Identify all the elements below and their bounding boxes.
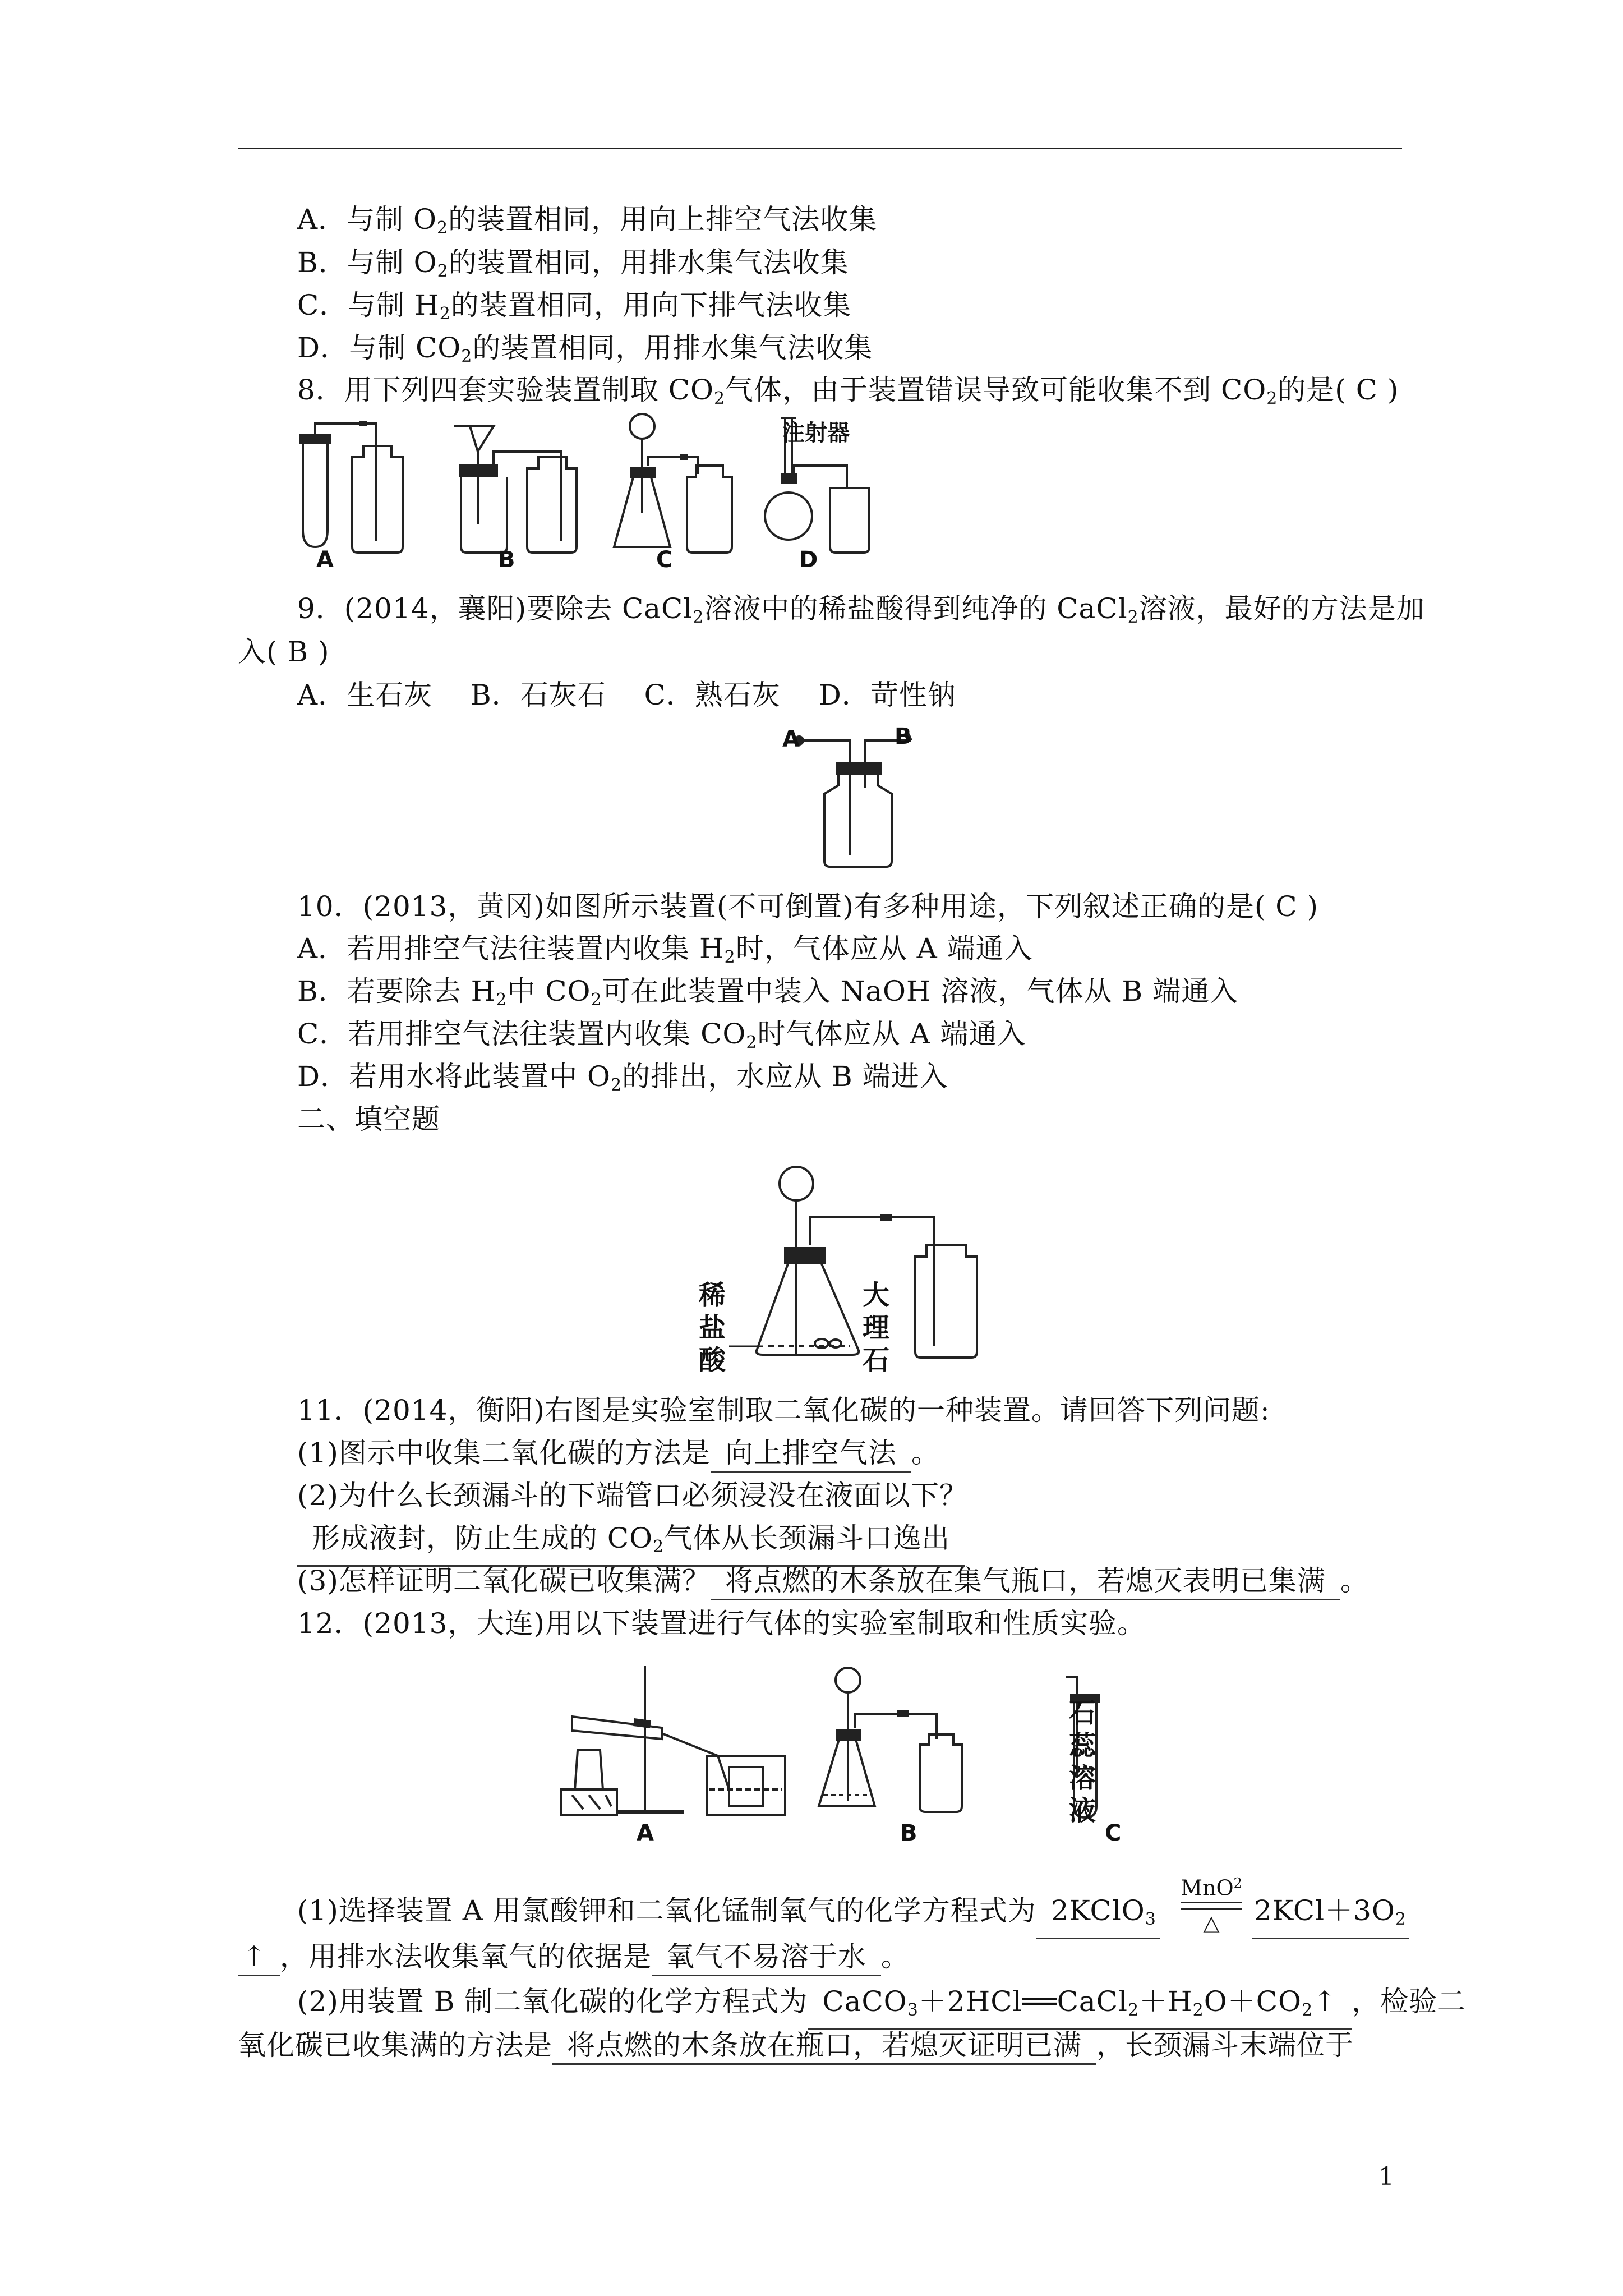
q11-part1: (1)图示中收集二氧化碳的方法是 向上排空气法 。 xyxy=(297,1432,940,1474)
page-number: 1 xyxy=(1378,2162,1394,2191)
q12-label-b: B xyxy=(900,1820,917,1846)
q12-stem: 12．(2013，大连)用以下装置进行气体的实验室制取和性质实验。 xyxy=(297,1607,1146,1640)
q8-label-d: D xyxy=(799,547,818,573)
q12-answer-3: 将点燃的木条放在瓶口，若熄灭证明已满 xyxy=(552,2027,1096,2065)
q8-label-b: B xyxy=(498,547,515,573)
q7-option-b: B．与制 $O_2$的装置相同，用排水集气法收集 xyxy=(297,246,849,281)
q8-syringe-text: 注射器 xyxy=(782,420,850,446)
q10-gas-bottle-figure xyxy=(782,724,928,869)
q12-apparatus-figure xyxy=(550,1655,1166,1846)
q9-stem-line2: 入( B ) xyxy=(238,636,330,668)
q10-option-c: C．若用排空气法往装置内收集 $CO_2$时气体应从 A 端通入 xyxy=(297,1018,1026,1052)
q7-option-d: D．与制 $CO_2$的装置相同，用排水集气法收集 xyxy=(297,332,873,366)
q12-part1: (1)选择装置 A 用氯酸钾和二氧化锰制氧气的化学方程式为 2KClO$_3$ xyxy=(297,1889,1160,1939)
q12-eq1-condition: MnO$^2$ △ xyxy=(1181,1875,1242,1935)
q11-answer-3: 将点燃的木条放在集气瓶口，若熄灭表明已集满 xyxy=(711,1563,1340,1600)
q11-co2-apparatus-figure xyxy=(698,1161,987,1380)
q10-stem: 10．(2013，黄冈)如图所示装置(不可倒置)有多种用途，下列叙述正确的是( C ) xyxy=(297,890,1318,923)
q12-label-a: A xyxy=(637,1820,654,1846)
q8-stem: 8．用下列四套实验装置制取 $CO_2$气体，由于装置错误导致可能收集不到 $CO_2$的是( C ) xyxy=(297,374,1399,408)
q11-part3: (3)怎样证明二氧化碳已收集满？ 将点燃的木条放在集气瓶口，若熄灭表明已集满 。 xyxy=(297,1559,1369,1602)
q12-eq1-products: $2KCl+3O_2$ xyxy=(1252,1889,1409,1939)
q8-apparatus-b xyxy=(454,426,577,553)
q12-answer-1b: 氧气不易溶于水 xyxy=(652,1939,881,1976)
q10-label-b: B xyxy=(895,724,912,749)
q7-option-a: A．与制 $O_2$的装置相同，用向上排空气法收集 xyxy=(297,203,878,238)
q12-part1b: ↑ ，用排水法收集氧气的依据是 氧气不易溶于水 。 xyxy=(238,1935,910,1978)
q11-label-dilute-hcl: 稀 盐 酸 xyxy=(698,1280,726,1376)
q12-part3: 氧化碳已收集满的方法是 将点燃的木条放在瓶口，若熄灭证明已满 ，长颈漏斗末端位于 xyxy=(238,2024,1354,2067)
q9-options: A．生石灰 B．石灰石 C．熟石灰 D．苛性钠 xyxy=(297,679,956,711)
q12-apparatus-b xyxy=(819,1668,962,1812)
q8-apparatus-c xyxy=(614,414,732,553)
q12-apparatus-a xyxy=(561,1666,785,1815)
q11-part2: (2)为什么长颈漏斗的下端管口必须浸没在液面以下？ xyxy=(297,1479,968,1512)
q11-stem: 11．(2014，衡阳)右图是实验室制取二氧化碳的一种装置。请回答下列问题: xyxy=(297,1394,1270,1427)
q10-option-b: B．若要除去 $H_2$中 $CO_2$可在此装置中装入 NaOH 溶液，气体从 B 端通入 xyxy=(297,975,1239,1010)
q11-answer-1: 向上排空气法 xyxy=(711,1435,911,1473)
q8-apparatus-a xyxy=(301,424,403,553)
q10-option-d: D．若用水将此装置中 $O_2$的排出，水应从 B 端进入 xyxy=(297,1060,948,1095)
header-rule xyxy=(238,148,1402,149)
q12-part2: (2)用装置 B 制二氧化碳的化学方程式为 $CaCO_3+2HCl══CaCl_2+H_2O+CO_2↑$ ，检验二 xyxy=(297,1980,1466,2030)
q12-label-c: C xyxy=(1105,1820,1122,1846)
q9-stem-line1: 9．(2014，襄阳)要除去 CaCl$_2$溶液中的稀盐酸得到纯净的 CaCl$_2$溶液，最好的方法是加 xyxy=(297,592,1425,627)
q12-eq2: $CaCO_3+2HCl══CaCl_2+H_2O+CO_2↑$ xyxy=(808,1984,1352,2030)
q7-option-c: C．与制 $H_2$的装置相同，用向下排气法收集 xyxy=(297,289,851,324)
q12-label-litmus: 石 蕊 溶 液 xyxy=(1068,1697,1096,1826)
q8-label-a: A xyxy=(316,547,334,573)
section-2-heading: 二、填空题 xyxy=(297,1103,440,1135)
q11-label-marble: 大 理 石 xyxy=(862,1280,889,1376)
q8-label-c: C xyxy=(656,547,673,573)
q10-label-a: A xyxy=(782,726,800,752)
q11-answer-2: 形成液封，防止生成的 $CO_2$气体从长颈漏斗口逸出 xyxy=(297,1517,965,1567)
q10-option-a: A．若用排空气法往装置内收集 $H_2$时，气体应从 A 端通入 xyxy=(297,932,1033,967)
